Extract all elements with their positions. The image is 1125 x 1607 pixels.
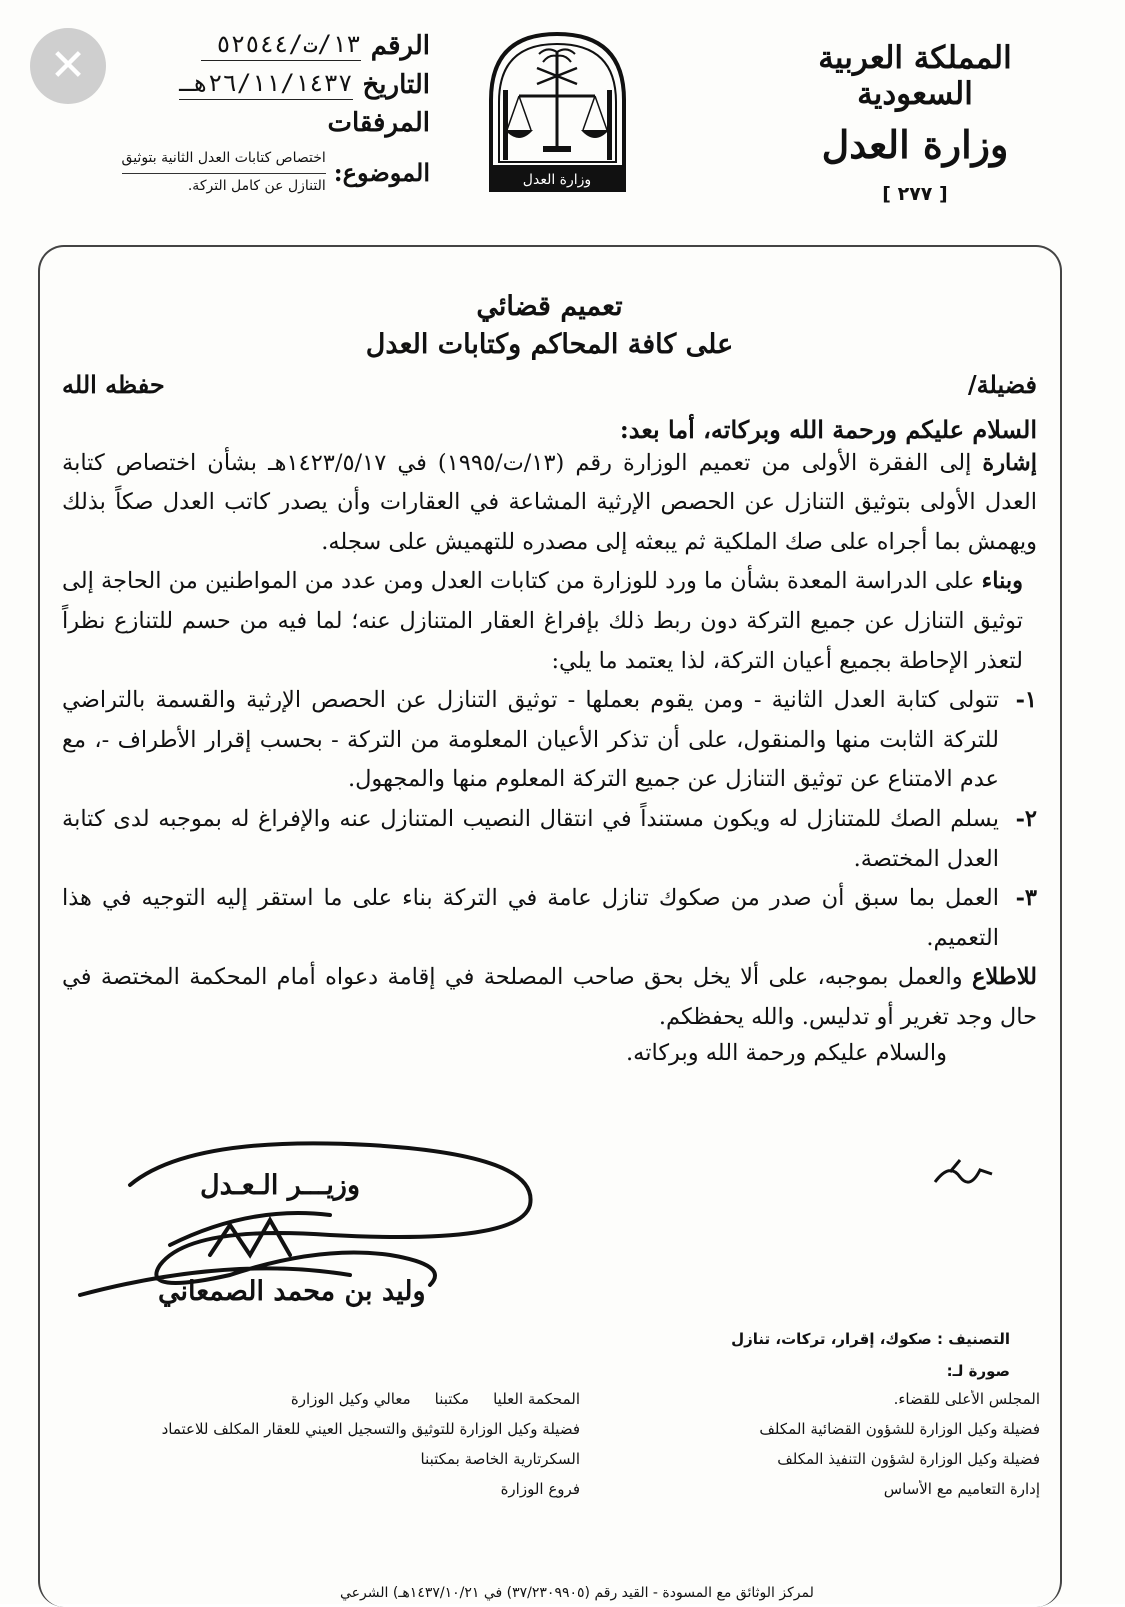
paragraph-3 [62,958,1037,1037]
close-icon: ✕ [49,40,87,91]
item-1-text: تتولى كتابة العدل الثانية - ومن يقوم بعملها - توثيق التنازل عن الحصص الإرثية والقسمة بالتراضي للتركة الثابت منها والمنقول، على أن تذكر الأعيان المعلومة من التركة - بحسب إقرار الأطراف -، مع عدم الامتناع عن توثيق التنازل عن جميع التركة المعلوم منها والمجهول. [62,687,999,793]
list-item [62,681,1037,800]
title-line-2: على كافة المحاكم وكتابات العدل [365,328,734,360]
salutation-blessing: حفظه الله [62,369,165,399]
circular-title [62,288,1037,364]
subject-line-2: التنازل عن كامل التركة. [187,178,326,195]
initials-signature-icon [930,1152,1000,1192]
minister-name: وليد بن محمد الصمعاني [158,1276,426,1307]
archive-reference: لمركز الوثائق مع المسودة - القيد رقم (٣٧/٢٣٠٩٩٠٥) في ١٤٣٧/١٠/٢١هـ) الشرعي [340,1585,814,1601]
paragraph-2-text: على الدراسة المعدة بشأن ما ورد للوزارة من كتابات العدل ومن عدد من المواطنين من الحاجة إلى توثيق التنازل عن جميع التركة دون ربط ذلك بإفراغ العقار المتنازل عنه؛ لما فيه من حسم للتنازع نظراً لتعذر الإحاطة بجميع أعيان التركة، لذا يعتمد ما يلي: [62,568,1023,674]
recipient-row [40,1390,580,1408]
paragraph-1-text: إلى الفقرة الأولى من تعميم الوزارة رقم (١٣/ت/١٩٩٥) في ١٤٢٣/٥/١٧هـ بشأن اختصاص كتابة العدل الأولى بتوثيق التنازل عن الحصص الإرثية المشاعة في العقارات وأن يصدر كاتب العدل صكاً بذلك ويهمش بما أجراه على صك الملكية ثم يبعثه إلى مصدره للتهميش على سجله. [62,449,1037,555]
document-number: [ ٢٧٧ ] [882,183,948,205]
classification: التصنيف : صكوك، إقرار، تركات، تنازل [731,1330,1010,1348]
kingdom-name: المملكة العربية السعودية [818,40,1012,112]
date-value: ٢٦/١١/١٤٣٧هـ [179,69,352,100]
recipient: السكرتارية الخاصة بمكتبنا [420,1450,580,1468]
letterhead-left [60,30,430,199]
item-2-text: يسلم الصك للمتنازل له ويكون مستنداً في انتقال النصيب المتنازل عنه والإفراغ له بموجبه لدى كتابة العدل المختصة. [62,805,999,872]
recipient: إدارة التعاميم مع الأساس [883,1480,1040,1498]
list-item [62,879,1037,958]
item-1-number: ١- [1015,687,1037,714]
recipient: فضيلة وكيل الوزارة للشؤون القضائية المكلف [759,1420,1040,1438]
title-line-1: تعميم قضائي [476,291,623,322]
recipient: فروع الوزارة [500,1480,580,1498]
recipients-grid [40,1390,1040,1498]
ministry-name: وزارة العدل [821,122,1009,167]
item-2-number: ٢- [1015,805,1037,832]
copy-to-label: صورة لـ: [946,1362,1010,1380]
paragraph-1 [62,444,1037,563]
subject-text [122,146,326,199]
list-item [62,800,1037,879]
ministry-emblem-icon [485,30,630,198]
salutation-addressee: فضيلة/ [967,369,1037,399]
recipient: المجلس الأعلى للقضاء. [893,1390,1040,1408]
letterhead-right [765,40,1065,205]
date-label: التاريخ [362,70,430,100]
greeting: السلام عليكم ورحمة الله وبركاته، أما بعد: [619,414,1037,444]
number-row [60,30,430,61]
recipient: فضيلة وكيل الوزارة لشؤون التنفيذ المكلف [777,1450,1040,1468]
paragraph-3-text: والعمل بموجبه، على ألا يخل بحق صاحب المصلحة في إقامة دعواه أمام المحكمة المختصة في حال وجد تغرير أو تدليس. والله يحفظكم. [62,964,1037,1030]
paragraph-2 [62,562,1037,681]
recipient: فضيلة وكيل الوزارة للتوثيق والتسجيل العيني للعقار المكلف للاعتماد [161,1420,580,1438]
distribution-footer [40,1330,1040,1498]
emblem-caption: وزارة العدل [522,172,592,188]
number-value: ١٣/ت/٥٢٥٤٤ [201,30,361,61]
number-label: الرقم [370,31,430,61]
closing-greeting: والسلام عليكم ورحمة الله وبركاته. [626,1039,947,1066]
salutation [62,370,1037,399]
subject-label: الموضوع: [333,158,430,188]
letter-body [62,288,1037,1066]
subject-line-1: اختصاص كتابات العدل الثانية بتوثيق [122,146,326,174]
item-3-number: ٣- [1015,885,1037,912]
recipient: المحكمة العليا [493,1390,580,1408]
attachments-row [60,108,430,138]
recipient: معالي وكيل الوزارة [290,1390,411,1408]
item-3-text: العمل بما سبق أن صدر من صكوك تنازل عامة في التركة بناء على ما استقر إليه التوجيه في هذا التعميم. [62,885,999,951]
recipient: مكتبنا [434,1390,470,1408]
subject-row [60,146,430,199]
paragraph-2-lead: وبناء [981,568,1023,595]
date-row [60,69,430,100]
paragraph-1-lead: إشارة [982,449,1038,476]
minister-title: وزيـــر الـعـدل [200,1170,360,1201]
attachments-label: المرفقات [327,108,430,138]
paragraph-3-lead: للاطلاع [971,964,1037,991]
